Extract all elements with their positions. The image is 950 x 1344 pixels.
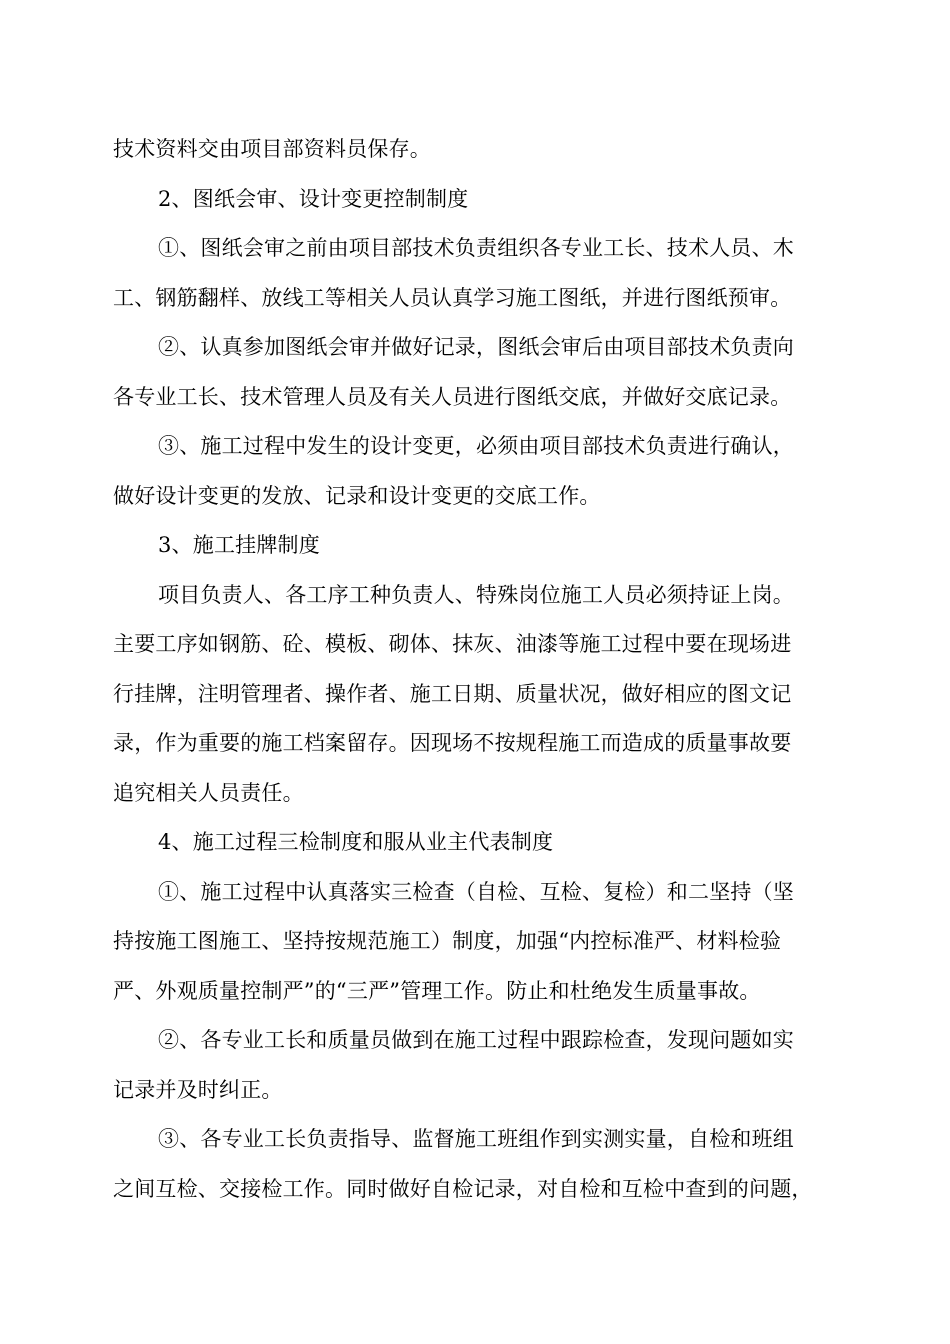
- section-heading-2: 2、图纸会审、设计变更控制制度: [158, 186, 469, 211]
- paragraph-line: ①、施工过程中认真落实三检查（自检、互检、复检）和二坚持（坚: [158, 879, 794, 904]
- paragraph-line: ③、各专业工长负责指导、监督施工班组作到实测实量，自检和班组: [158, 1127, 794, 1151]
- paragraph-line: 记录并及时纠正。: [113, 1077, 283, 1102]
- paragraph-line: ②、各专业工长和质量员做到在施工过程中跟踪检查，发现问题如实: [158, 1028, 794, 1052]
- paragraph-line: ②、认真参加图纸会审并做好记录，图纸会审后由项目部技术负责向: [158, 335, 794, 359]
- paragraph-line: 之间互检、交接检工作。同时做好自检记录，对自检和互检中查到的问题，: [113, 1176, 813, 1201]
- paragraph-line: 做好设计变更的发放、记录和设计变更的交底工作。: [113, 483, 601, 508]
- document-body: [113, 125, 841, 1214]
- paragraph-continuation-line: 技术资料交由项目部资料员保存。: [113, 137, 431, 161]
- paragraph-line: 项目负责人、各工序工种负责人、特殊岗位施工人员必须持证上岗。: [158, 582, 794, 607]
- section-heading-4: 4、施工过程三检制度和服从业主代表制度: [158, 830, 554, 854]
- paragraph-line: 主要工序如钢筋、砼、模板、砌体、抹灰、油漆等施工过程中要在现场进: [113, 632, 792, 656]
- paragraph-line: 工、钢筋翻样、放线工等相关人员认真学习施工图纸，并进行图纸预审。: [113, 285, 792, 310]
- paragraph-line: 各专业工长、技术管理人员及有关人员进行图纸交底，并做好交底记录。: [113, 384, 792, 409]
- paragraph-line: 录，作为重要的施工档案留存。因现场不按规程施工而造成的质量事故要: [113, 731, 792, 755]
- paragraph-line: ③、施工过程中发生的设计变更，必须由项目部技术负责进行确认，: [158, 434, 794, 458]
- paragraph-line: 行挂牌，注明管理者、操作者、施工日期、质量状况，做好相应的图文记: [113, 681, 792, 706]
- paragraph-line: 严、外观质量控制严”的“三严”管理工作。防止和杜绝发生质量事故。: [113, 978, 761, 1003]
- paragraph-line: 追究相关人员责任。: [113, 780, 304, 805]
- paragraph-line: 持按施工图施工、坚持按规范施工）制度，加强“内控标准严、材料检验: [113, 929, 782, 953]
- paragraph-line: ①、图纸会审之前由项目部技术负责组织各专业工长、技术人员、木: [158, 236, 794, 260]
- section-heading-3: 3、施工挂牌制度: [158, 533, 320, 557]
